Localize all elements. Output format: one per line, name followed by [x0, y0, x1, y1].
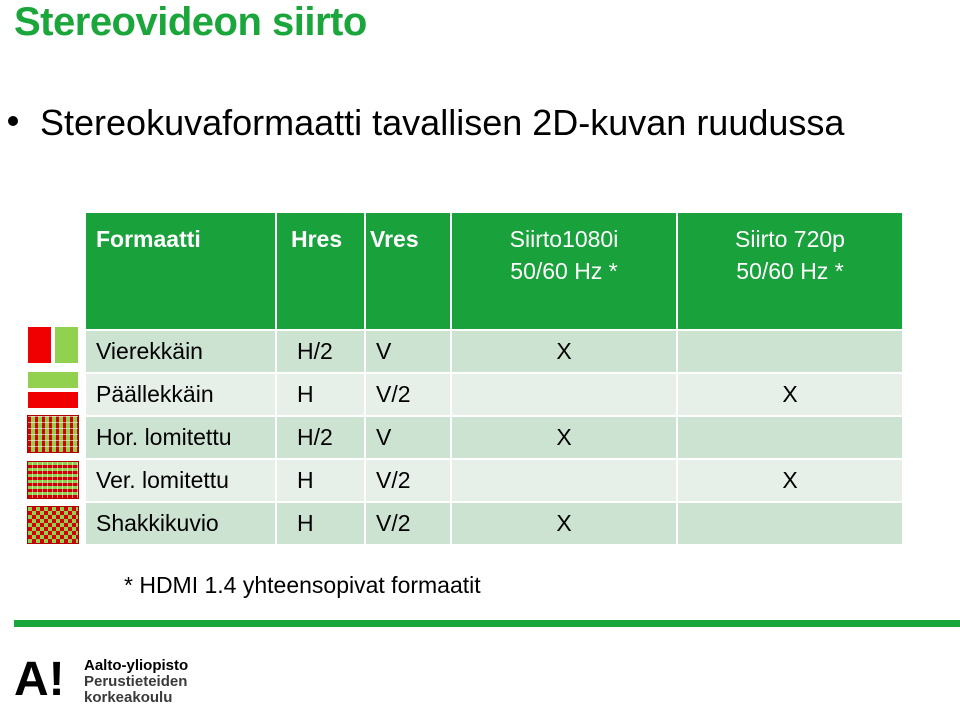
cell-siirto-1080i [451, 459, 677, 502]
header-vres: Vres [365, 212, 451, 330]
cell-vres: V [365, 330, 451, 373]
footnote: * HDMI 1.4 yhteensopivat formaatit [124, 572, 481, 598]
cell-siirto-720p: X [677, 373, 903, 416]
cell-format: Hor. lomitettu [85, 416, 276, 459]
cell-format: Ver. lomitettu [85, 459, 276, 502]
cell-hres: H [276, 459, 365, 502]
green-divider [14, 620, 960, 627]
bullet-text: Stereokuvaformaatti tavallisen 2D-kuvan ruudussa [40, 102, 845, 143]
cell-siirto-1080i: X [451, 502, 677, 545]
header-siirto-720p-line1: Siirto 720p [735, 226, 845, 252]
cell-vres: V/2 [365, 502, 451, 545]
cell-vres: V/2 [365, 373, 451, 416]
slide-title: Stereovideon siirto [14, 0, 367, 44]
column-interleaved-icon [28, 416, 78, 452]
cell-format: Vierekkäin [85, 330, 276, 373]
aalto-logo [14, 653, 254, 706]
cell-siirto-720p [677, 502, 903, 545]
cell-siirto-720p [677, 330, 903, 373]
top-bottom-icon [28, 372, 78, 408]
row-interleaved-icon [28, 462, 78, 498]
cell-hres: H [276, 373, 365, 416]
header-siirto-1080i-line1: Siirto1080i [509, 226, 619, 252]
bullet-dot-icon [8, 116, 18, 126]
header-siirto-1080i-line2: 50/60 Hz * [510, 258, 618, 284]
checkerboard-icon [28, 507, 78, 543]
cell-hres: H/2 [276, 416, 365, 459]
aalto-a-mark-icon: A! [14, 653, 65, 706]
cell-siirto-720p: X [677, 459, 903, 502]
cell-vres: V [365, 416, 451, 459]
cell-siirto-1080i: X [451, 330, 677, 373]
cell-siirto-1080i: X [451, 416, 677, 459]
table-row [85, 459, 903, 502]
cell-format: Shakkikuvio [85, 502, 276, 545]
cell-hres: H [276, 502, 365, 545]
table-row [85, 330, 903, 373]
header-siirto-720p-line2: 50/60 Hz * [736, 258, 844, 284]
table-row [85, 373, 903, 416]
header-siirto-1080i [451, 212, 677, 330]
logo-line-school-2: korkeakoulu [84, 689, 173, 706]
cell-siirto-1080i [451, 373, 677, 416]
format-table [84, 211, 904, 546]
logo-text [84, 658, 188, 706]
table-row [85, 502, 903, 545]
table-header-row [85, 212, 903, 330]
cell-vres: V/2 [365, 459, 451, 502]
cell-hres: H/2 [276, 330, 365, 373]
side-by-side-icon [28, 327, 78, 363]
logo-line-university: Aalto-yliopisto [84, 657, 189, 674]
table-row [85, 416, 903, 459]
logo-line-school-1: Perustieteiden [84, 673, 188, 690]
header-hres: Hres [276, 212, 365, 330]
header-format: Formaatti [85, 212, 276, 330]
header-siirto-720p [677, 212, 903, 330]
cell-format: Päällekkäin [85, 373, 276, 416]
cell-siirto-720p [677, 416, 903, 459]
